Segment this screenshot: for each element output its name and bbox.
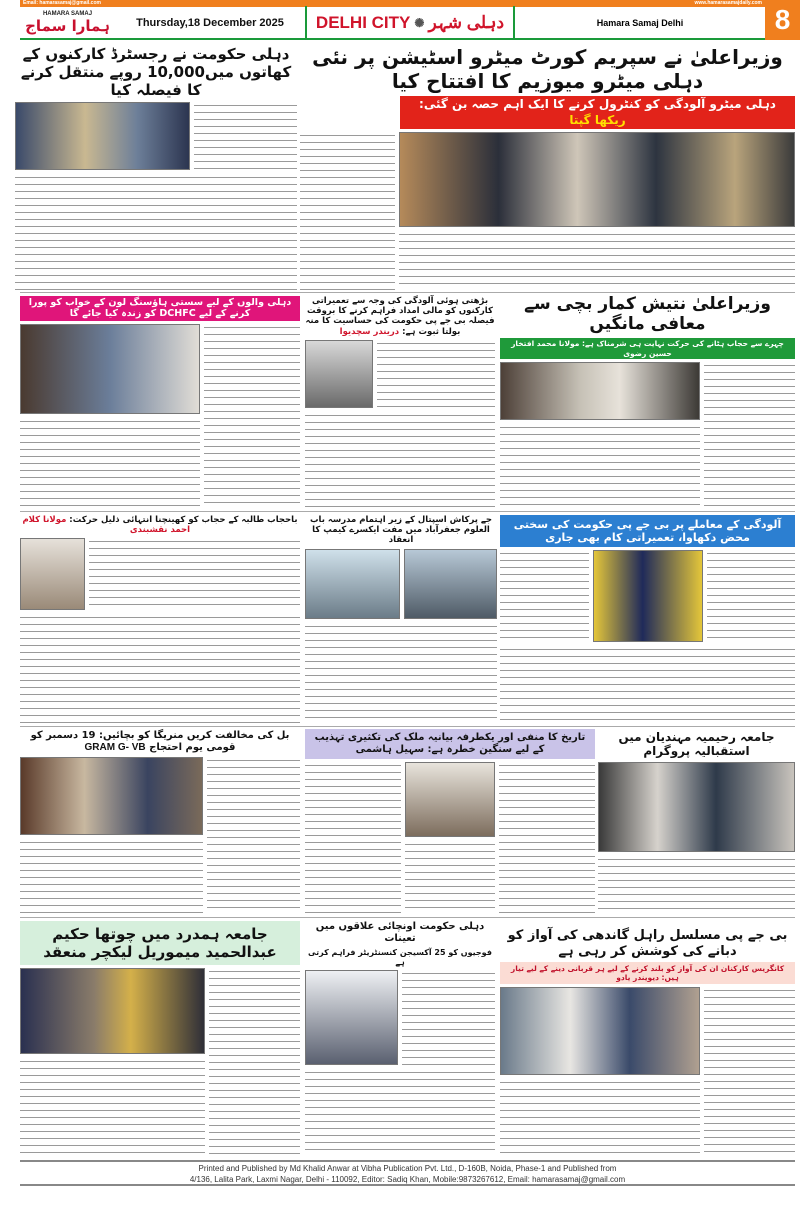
issue-date: Thursday,18 December 2025 xyxy=(136,16,284,29)
story-text xyxy=(704,987,795,1156)
story-headline: دہلی حکومت اونچائی علاقوں میں تعینات xyxy=(315,921,485,944)
story-text xyxy=(305,1069,495,1156)
subhead-name: ریکھا گپتا xyxy=(569,112,626,127)
story-8 xyxy=(500,515,795,723)
logo-en: HAMARA SAMAJ xyxy=(42,10,93,17)
story-text xyxy=(305,412,495,508)
story-text xyxy=(305,623,497,723)
story-subheadline: چہرے سے حجاب ہٹانے کی حرکت نہایت ہی شرمناک ہے: مولانا محمد افتخار حسین رضوی xyxy=(500,338,795,360)
story-subheadline: کانگریس کارکنان ان کی آواز کو بلند کرنے کے لیے ہر قربانی دینے کے لیے تیار ہیں: دیویندر یادو xyxy=(500,962,795,984)
story-text xyxy=(707,550,796,642)
story-10 xyxy=(305,729,595,914)
story-text xyxy=(500,646,795,723)
publication-name: Hamara Samaj Delhi xyxy=(596,17,684,28)
story-headline: جے پرکاش اسپتال کے زیر اہتمام مدرسہ باب العلوم جعفرآباد میں مفت ایکسرے کیمپ کا انعقاد xyxy=(309,515,493,546)
headline-text: تاریخ کا منفی اور یکطرفہ بیانیہ ملک کی تکثیری تہذیب کے لیے سنگین خطرہ ہے: xyxy=(314,732,586,755)
lead-story xyxy=(300,45,795,290)
portrait-photo xyxy=(405,762,495,837)
imprint-line-1: Printed and Published by Md Khalid Anwar at Vibha Publication Pvt. Ltd., D-160B, Noida, Phase-1 and Published from xyxy=(198,1164,617,1173)
headline-en: GRAM G- VB xyxy=(84,742,146,753)
story-photo xyxy=(598,762,795,852)
story-3 xyxy=(20,296,300,508)
story-photo xyxy=(15,102,190,170)
newspaper-logo xyxy=(20,11,115,35)
story-text xyxy=(405,841,495,914)
story-photo xyxy=(20,968,205,1054)
section-title xyxy=(305,6,515,39)
story-13 xyxy=(305,921,495,1156)
story-6 xyxy=(20,515,300,723)
divider xyxy=(20,726,795,727)
lead-subheadline xyxy=(400,96,795,129)
story-text xyxy=(500,424,700,508)
divider xyxy=(20,511,795,512)
story-text xyxy=(15,174,297,290)
story-subheadline: فوجیوں کو 25 آکسیجن کنسنٹریٹر فراہم کرتی ہے xyxy=(308,948,492,967)
story-headline: جامعہ ہمدرد میں چوتھا حکیم عبدالحمید میموریل لیکچر منعقد xyxy=(20,921,300,965)
story-photo xyxy=(593,550,703,642)
story-11 xyxy=(598,730,795,914)
headline-text: باحجاب طالبہ کے حجاب کو کھینچنا انتہائی ذلیل حرکت: xyxy=(69,515,298,525)
story-photo xyxy=(500,362,700,420)
story-photo xyxy=(404,549,497,619)
story-text xyxy=(500,550,589,642)
flower-icon: ✺ xyxy=(414,15,425,30)
story-headline: جامعہ رحیمیہ مہندیان میں استقبالیہ پروگرام xyxy=(618,730,775,759)
section-en: DELHI CITY xyxy=(315,12,411,32)
divider xyxy=(20,917,795,918)
story-photo xyxy=(305,549,400,619)
story-text xyxy=(209,968,300,1156)
story-text xyxy=(194,102,297,170)
story-headline xyxy=(305,296,495,337)
masthead xyxy=(20,7,765,40)
header-website: www.hamarasamajdaily.com xyxy=(694,0,762,6)
portrait-photo xyxy=(20,538,85,610)
story-text xyxy=(402,970,495,1065)
story-text xyxy=(500,1079,700,1156)
story-text xyxy=(20,418,200,508)
story-headline: دہلی حکومت نے رجسٹرڈ کارکنوں کے کھاتوں میں10,000 روپے منتقل کرنے کا فیصلہ کیا xyxy=(20,45,292,99)
header-email: Email: hamarasamaj@gmail.com xyxy=(23,0,101,6)
story-text xyxy=(598,856,795,914)
story-photo xyxy=(500,987,700,1075)
portrait-photo xyxy=(305,970,398,1065)
story-headline xyxy=(305,729,595,759)
story-5 xyxy=(500,294,795,508)
story-text xyxy=(204,324,300,508)
story-text xyxy=(704,362,795,508)
headline-text: بل کی مخالفت کریں منریگا کو بچائیں: 19 دسمبر کو قومی یوم احتجاج xyxy=(30,730,290,753)
imprint-line-2: 4/136, Lalita Park, Laxmi Nagar, Delhi - 110092, Editor: Sadiq Khan, Mobile:9873267612, Email: hamarasamaj@gmail.com xyxy=(189,1175,626,1184)
story-headline xyxy=(20,730,300,754)
byline: دریندر سچدیوا xyxy=(339,326,400,337)
headline-text: بڑھتی ہوئی آلودگی کی وجہ سے تعمیراتی کارکنوں کو مالی امداد فراہم کرنے کا بروقت فیصلہ بی جے پی حکومت کی حساسیت کا منہ بولتا ثبوت ہے: xyxy=(305,296,495,337)
story-text xyxy=(305,762,401,914)
story-text xyxy=(20,614,300,723)
story-4 xyxy=(305,296,495,508)
story-14 xyxy=(500,928,795,1156)
story-text xyxy=(377,340,495,408)
divider xyxy=(20,292,795,293)
section-ur: دہلی شہر xyxy=(428,13,505,32)
page-number: 8 xyxy=(765,0,800,40)
portrait-photo xyxy=(305,340,373,408)
story-text xyxy=(399,231,795,290)
story-7 xyxy=(305,515,497,723)
story-text xyxy=(20,1058,205,1156)
story-headline xyxy=(20,515,300,535)
story-headline: بی جے پی مسلسل راہل گاندھی کی آواز کو دبانے کی کوشش کر رہی ہے xyxy=(507,928,788,959)
lead-photo xyxy=(399,132,795,227)
story-text xyxy=(207,757,300,914)
subhead-text: دہلی میٹرو آلودگی کو کنٹرول کرنے کا ایک اہم حصہ بن گئی: xyxy=(419,97,776,111)
story-headline: آلودگی کے معاملے پر بی جے پی حکومت کی سختی محض دکھاوا، تعمیراتی کام بھی جاری xyxy=(500,515,795,547)
story-photo xyxy=(20,757,203,835)
story-text xyxy=(300,132,395,290)
story-headline: دہلی والوں کے لیے سستی ہاؤسنگ لون کے خواب کو پورا کرنے کے لیے DCHFC کو زندہ کیا جائے گا xyxy=(20,296,300,321)
imprint-footer xyxy=(20,1160,795,1186)
byline: مولانا کلام احمد نقشبندی xyxy=(22,515,191,536)
story-headline: وزیراعلیٰ نتیش کمار بچی سے معافی مانگیں xyxy=(524,294,771,335)
story-text xyxy=(499,762,595,914)
lead-headline: وزیراعلیٰ نے سپریم کورٹ میٹرو اسٹیشن پر نئی دہلی میٹرو میوزیم کا افتتاح کیا xyxy=(312,45,783,93)
byline: سہیل ہاشمی xyxy=(355,744,425,755)
story-text xyxy=(89,538,300,610)
story-photo xyxy=(20,324,200,414)
story-12 xyxy=(20,921,300,1156)
story-9 xyxy=(20,730,300,914)
story-text xyxy=(20,839,203,914)
story-1 xyxy=(15,45,297,290)
logo-ur: ہمارا سماج xyxy=(25,16,110,35)
